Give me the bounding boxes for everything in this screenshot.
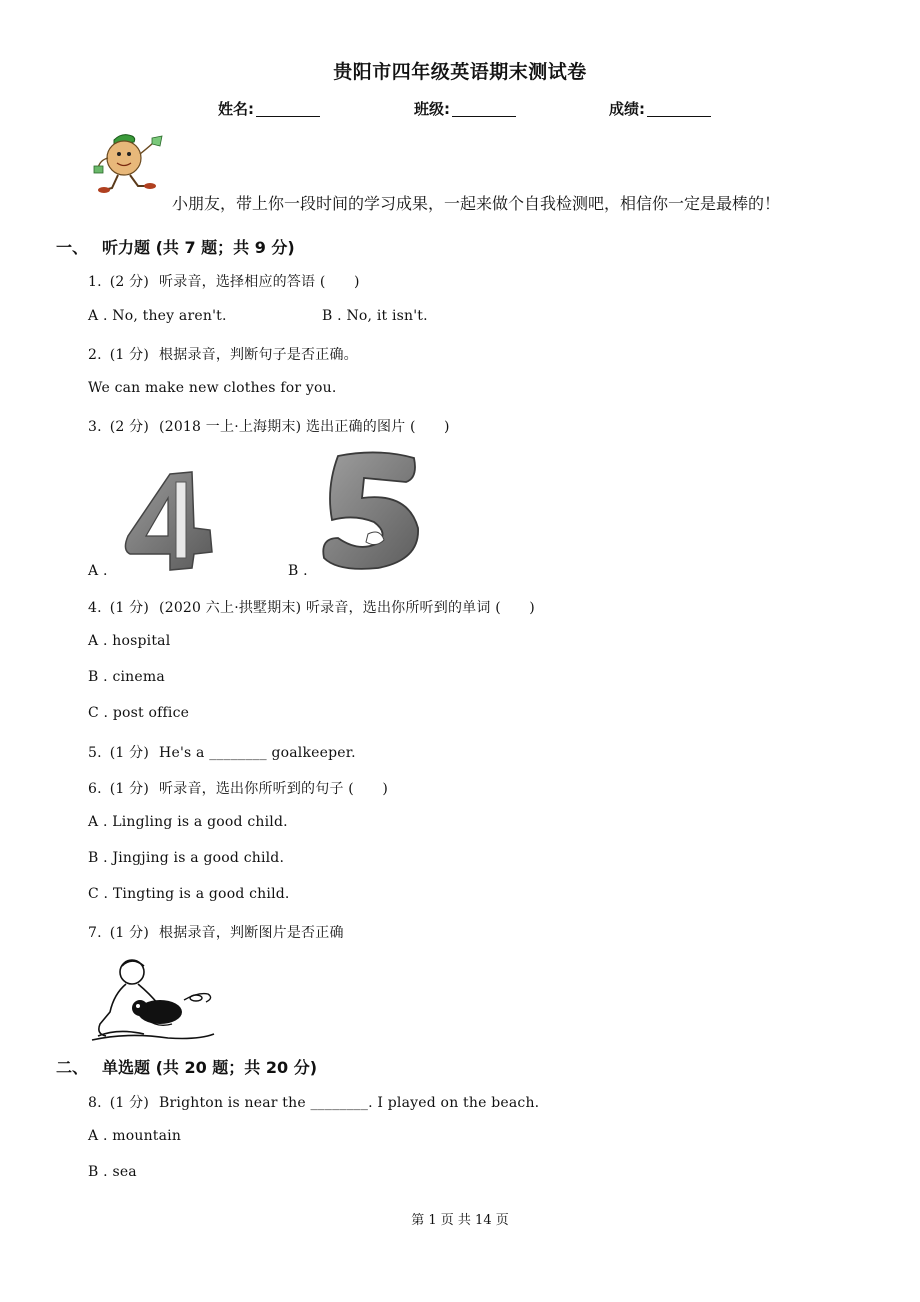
- question-score: (2 分): [109, 274, 150, 290]
- question-score: (1 分): [109, 1095, 150, 1111]
- question-number: 4.: [88, 600, 102, 616]
- score-field[interactable]: [609, 98, 711, 119]
- class-blank[interactable]: [452, 100, 516, 117]
- name-blank[interactable]: [256, 100, 320, 117]
- name-label: 姓名:: [218, 100, 254, 118]
- option-b[interactable]: B . cinema: [88, 669, 165, 685]
- section-2-title: 单选题 (共 20 题；共 20 分): [102, 1058, 318, 1077]
- section-1-number: 一、: [56, 238, 89, 257]
- question-number: 2.: [88, 347, 102, 363]
- question-1-options: [88, 308, 588, 324]
- option-b[interactable]: B . Jingjing is a good child.: [88, 850, 285, 866]
- question-text: 根据录音，判断图片是否正确: [159, 925, 344, 941]
- option-a[interactable]: A . mountain: [88, 1128, 182, 1144]
- option-b[interactable]: B .: [288, 563, 308, 579]
- option-c[interactable]: C . post office: [88, 705, 190, 721]
- option-a[interactable]: A .: [88, 563, 108, 579]
- section-1-title: 听力题 (共 7 题；共 9 分): [102, 238, 295, 257]
- question-1: [88, 271, 360, 291]
- question-number: 3.: [88, 419, 102, 435]
- question-6: [88, 778, 388, 798]
- score-blank[interactable]: [647, 100, 711, 117]
- question-text: (2020 六上·拱墅期末) 听录音，选出你所听到的单词 ( ): [159, 600, 535, 616]
- question-score: (1 分): [109, 781, 150, 797]
- question-7: [88, 922, 344, 942]
- question-text: 听录音，选择相应的答语 ( ): [159, 274, 360, 290]
- question-3: [88, 416, 450, 436]
- number-four-image[interactable]: [120, 468, 216, 572]
- question-number: 5.: [88, 745, 102, 761]
- option-b[interactable]: B . sea: [88, 1164, 137, 1180]
- section-2-heading: [56, 1055, 317, 1078]
- question-number: 7.: [88, 925, 102, 941]
- option-a[interactable]: A . No, they aren't.: [88, 308, 227, 324]
- question-text: 听录音，选出你所听到的句子 ( ): [159, 781, 389, 797]
- question-text: (2018 一上·上海期末) 选出正确的图片 ( ): [159, 419, 450, 435]
- question-score: (1 分): [109, 925, 150, 941]
- child-washing-dog-image[interactable]: [88, 954, 220, 1044]
- question-text: Brighton is near the ________. I played on the beach.: [159, 1095, 540, 1111]
- question-score: (1 分): [109, 600, 150, 616]
- question-5: [88, 742, 356, 762]
- page-footer: 第 1 页 共 14 页: [411, 1213, 509, 1228]
- student-info-row: [0, 98, 920, 122]
- question-4: [88, 597, 535, 617]
- question-text: 根据录音，判断句子是否正确。: [159, 347, 358, 363]
- question-2-sentence: We can make new clothes for you.: [88, 380, 337, 396]
- question-number: 1.: [88, 274, 102, 290]
- mascot-image: [92, 130, 168, 196]
- option-a[interactable]: A . hospital: [88, 633, 171, 649]
- option-b[interactable]: B . No, it isn't.: [322, 308, 428, 324]
- section-1-heading: [56, 235, 295, 258]
- option-c[interactable]: C . Tingting is a good child.: [88, 886, 290, 902]
- question-3-options: [88, 563, 588, 579]
- question-score: (1 分): [109, 347, 150, 363]
- score-label: 成绩:: [609, 100, 645, 118]
- greeting-text: 小朋友，带上你一段时间的学习成果，一起来做个自我检测吧，相信你一定是最棒的！: [172, 194, 781, 213]
- number-five-image[interactable]: [318, 448, 422, 572]
- section-2-number: 二、: [56, 1058, 89, 1077]
- question-score: (2 分): [109, 419, 150, 435]
- page-title: 贵阳市四年级英语期末测试卷: [333, 61, 587, 83]
- question-score: (1 分): [109, 745, 150, 761]
- class-label: 班级:: [414, 100, 450, 118]
- question-2: [88, 344, 358, 364]
- question-number: 8.: [88, 1095, 102, 1111]
- option-a[interactable]: A . Lingling is a good child.: [88, 814, 288, 830]
- question-text: He's a ________ goalkeeper.: [159, 745, 356, 761]
- class-field[interactable]: [414, 98, 516, 119]
- question-8: [88, 1092, 539, 1112]
- question-number: 6.: [88, 781, 102, 797]
- name-field[interactable]: [218, 98, 320, 119]
